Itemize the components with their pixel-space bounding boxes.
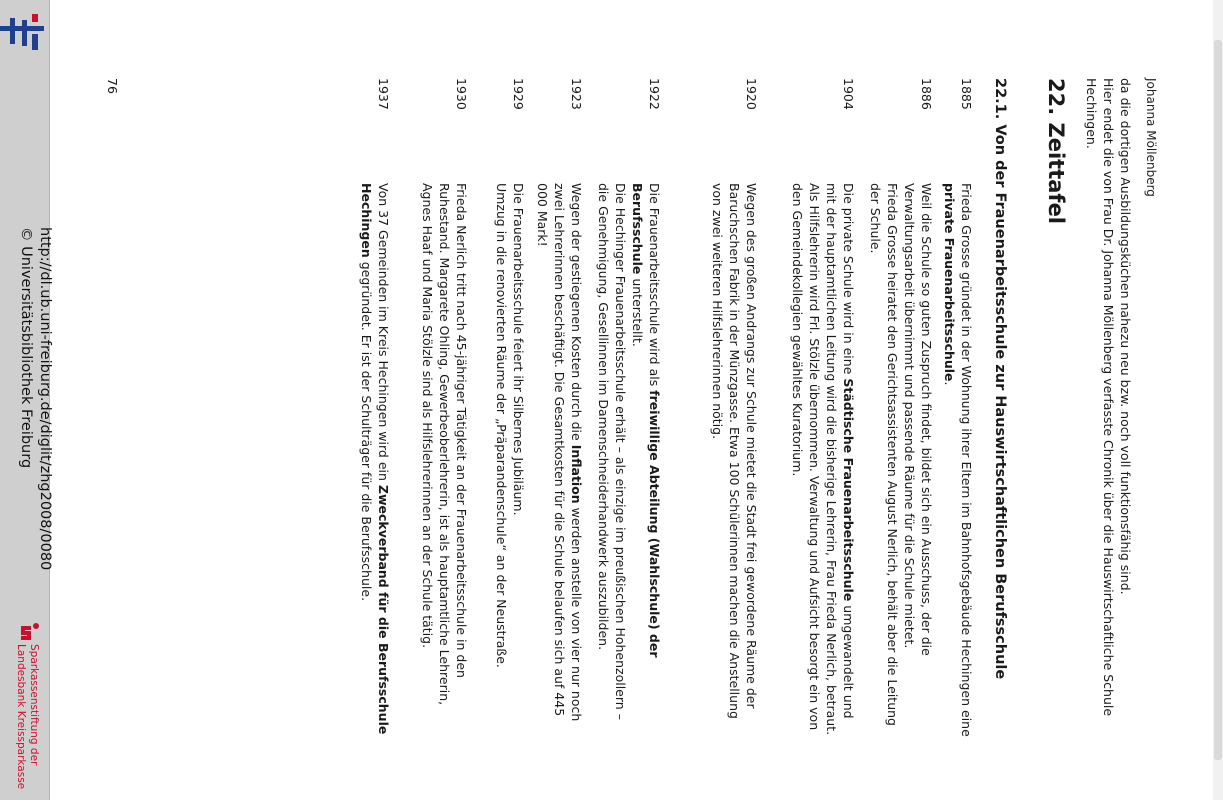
timeline-year: 1886	[919, 78, 934, 110]
timeline-year: 1937	[376, 78, 391, 110]
sponsor-line-1: Sparkassenstiftung der	[28, 644, 40, 766]
source-url-block	[3, 227, 54, 571]
source-url-link[interactable]: http://dl.ub.uni-freiburg.de/diglit/zhg2008/0080	[37, 227, 53, 571]
timeline-year: 1920	[744, 78, 759, 110]
timeline-text	[534, 183, 585, 738]
timeline-year: 1929	[511, 78, 526, 110]
timeline-text	[595, 183, 663, 738]
scrollbar-thumb[interactable]	[1214, 40, 1222, 760]
timeline-year: 1904	[841, 78, 856, 110]
vertical-scrollbar[interactable]	[1213, 0, 1223, 800]
intro-paragraph: Hier endet die von Frau Dr. Johanna Möllenberg verfasste Chronik über die Hauswirtschaftliche Schule Hechingen.	[1084, 78, 1116, 717]
timeline-year: 1922	[647, 78, 662, 110]
timeline-paragraph: Die Frauenarbeitsschule feiert ihr Silbernes Jubiläum.	[511, 183, 526, 516]
copyright-text: © Universitätsbibliothek Freiburg	[18, 227, 34, 469]
timeline-text	[493, 183, 527, 738]
sponsor-line-2: Landesbank Kreissparkasse	[15, 644, 27, 790]
ub-freiburg-logo-icon	[0, 14, 44, 50]
sparkasse-logo-icon	[18, 622, 40, 642]
page-number: 76	[105, 78, 120, 94]
sponsor-block	[0, 620, 50, 800]
timeline-text	[941, 183, 975, 738]
timeline-paragraph: Frieda Grosse heiratet den Gerichtsassistenten August Nerlich, behält aber die Leitung der Schule.	[868, 183, 900, 726]
timeline-year: 1923	[569, 78, 584, 110]
timeline-text	[419, 183, 470, 738]
timeline-text	[867, 183, 935, 738]
intro-text	[1083, 78, 1134, 718]
timeline-paragraph: Wegen des großen Andrangs zur Schule mietet die Stadt frei gewordene Räume der Baruchschen Fabrik in der Münzgasse. Etwa 100 Schülerinnen machen die Anstellung von zwei weiteren Hilfslehrerinnen nötig.	[710, 183, 759, 719]
timeline-paragraph: Von 37 Gemeinden im Kreis Hechingen wird ein Zweckverband für die Berufsschule Hechingen gegründet. Er ist der Schulträger für die Berufsschule.	[359, 183, 391, 735]
timeline-paragraph: Die private Schule wird in eine Städtische Frauenarbeitsschule umgewandelt und mit der hauptamtlichen Leitung wird die bisherige Lehrerin, Frau Frieda Nerlich, betraut. Als Hilfslehrerin wird Frl. Stölzle übernommen. Verwaltung und Aufsicht besorgt ein von den Gemeindekollegien gewähltes Kuratorium.	[790, 183, 856, 736]
timeline-text	[709, 183, 760, 738]
timeline-text	[789, 183, 857, 738]
timeline-year: 1885	[959, 78, 974, 110]
timeline-paragraph: Umzug in die renovierten Räume der „Präparandenschule“ an der Neustraße.	[494, 183, 509, 668]
timeline-paragraph: Weil die Schule so guten Zuspruch findet, bildet sich ein Ausschuss, der die Verwaltungsarbeit übernimmt und passende Räume für die Schule mietet.	[902, 183, 934, 656]
timeline-year: 1930	[454, 78, 469, 110]
timeline-paragraph: Die Frauenarbeitsschule wird als freiwillige Abteilung (Wahlschule) der Berufsschule unterstellt.	[630, 183, 662, 658]
timeline-paragraph: Frieda Nerlich tritt nach 45-jähriger Tätigkeit an der Frauenarbeitsschule in den Ruhestand. Margarete Ohling, Gewerbeoberlehrerin, ist als hauptamtliche Lehrerin, Agnes Haaf und Maria Stölzle sind als Hilfslehrerinnen an der Schule tätig.	[420, 183, 469, 706]
chapter-title: 22. Zeittafel	[1044, 78, 1068, 225]
timeline-text	[358, 183, 392, 738]
scanned-page	[70, 78, 1160, 737]
running-header-author: Johanna Möllenberg	[1144, 78, 1158, 197]
timeline-paragraph: Die Hechinger Frauenarbeitsschule erhält – als einzige im preußischen Hohenzollern – die Genehmigung, Gesellinnen im Damenschneiderhandwerk auszubilden.	[596, 183, 628, 720]
timeline-paragraph: Wegen der gestiegenen Kosten durch die Inflation werden anstelle von vier nur noch zwei Lehrerinnen beschäftigt. Die Gesamtkosten für die Schule belaufen sich auf 445 000 Mark!	[535, 183, 584, 722]
viewer-sidebar	[0, 0, 53, 800]
intro-paragraph: da die dortigen Ausbildungsküchen nahezu neu bzw. noch voll funktionsfähig sind.	[1118, 78, 1133, 595]
timeline-paragraph: Frieda Grosse gründet in der Wohnung ihrer Eltern im Bahnhofsgebäude Hechingen eine private Frauenarbeitsschule.	[942, 183, 974, 737]
section-title: 22.1. Von der Frauenarbeitsschule zur Hauswirtschaftlichen Berufsschule	[992, 78, 1008, 680]
